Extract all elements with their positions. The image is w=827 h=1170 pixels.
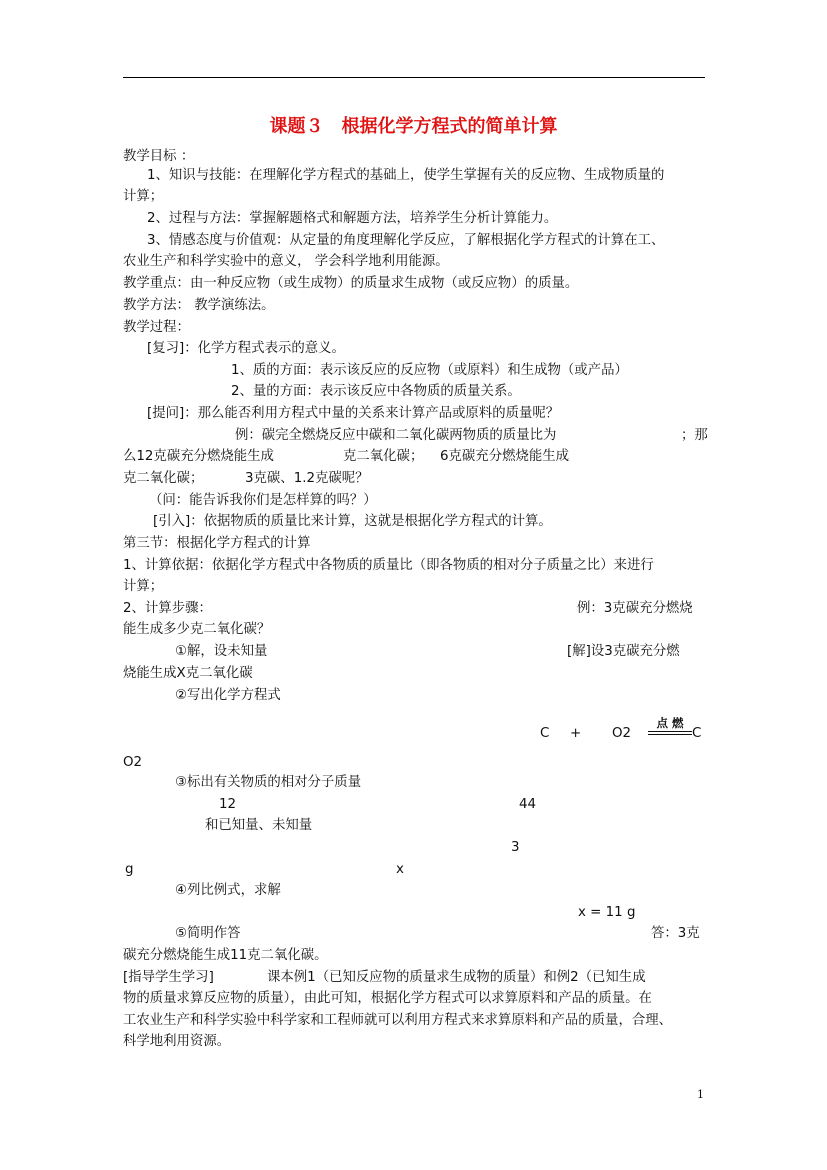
text-line: 1、知识与技能：在理解化学方程式的基础上，使学生掌握有关的反应物、生成物质量的 bbox=[147, 168, 665, 183]
text-line: 44 bbox=[519, 797, 537, 812]
equals-arrow bbox=[648, 731, 692, 735]
text-line: [复习]：化学方程式表示的意义。 bbox=[147, 341, 345, 356]
text-line: 3克碳、1.2克碳呢？ bbox=[245, 471, 369, 486]
text-line: 例：3克碳充分燃烧 bbox=[577, 601, 693, 616]
text-line: 么12克碳充分燃烧能生成 bbox=[123, 449, 274, 464]
header-rule bbox=[123, 77, 705, 78]
reaction-condition-arrow bbox=[648, 717, 692, 735]
equation-term: O2 bbox=[123, 755, 143, 770]
text-line: 例：碳完全燃烧反应中碳和二氧化碳两物质的质量比为 bbox=[235, 428, 557, 443]
equation-term: C bbox=[692, 726, 702, 741]
text-line: ④列比例式，求解 bbox=[175, 883, 281, 898]
text-line: 工农业生产和科学实验中科学家和工程师就可以利用方程式来求算原料和产品的质量，合理、 bbox=[123, 1013, 673, 1028]
text-line: 和已知量、未知量 bbox=[205, 818, 313, 833]
text-line: 能生成多少克二氧化碳？ bbox=[123, 622, 271, 637]
text-line: ；那 bbox=[681, 428, 708, 443]
text-line: [引入]：依据物质的质量比来计算，这就是根据化学方程式的计算。 bbox=[153, 514, 552, 529]
text-line: 1、质的方面：表示该反应的反应物（或原料）和生成物（或产品） bbox=[231, 363, 628, 378]
text-line: 碳充分燃烧能生成11克二氧化碳。 bbox=[123, 948, 328, 963]
text-line: g bbox=[125, 862, 134, 877]
text-line: 克二氧化碳； bbox=[123, 471, 204, 486]
text-line: 3 bbox=[511, 840, 520, 855]
text-line: ⑤简明作答 bbox=[175, 926, 241, 941]
text-line: [提问]：那么能否利用方程式中量的关系来计算产品或原料的质量呢？ bbox=[147, 406, 560, 421]
text-line: 3、情感态度与价值观：从定量的角度理解化学反应，了解根据化学方程式的计算在工、 bbox=[147, 233, 665, 248]
text-line: 课本例1（已知反应物的质量求生成物的质量）和例2（已知生成 bbox=[267, 970, 646, 985]
text-line: 农业生产和科学实验中的意义， 学会科学地利用能源。 bbox=[123, 254, 449, 269]
equation-term: O2 bbox=[612, 726, 632, 741]
text-line: 2、过程与方法：掌握解题格式和解题方法，培养学生分析计算能力。 bbox=[147, 211, 558, 226]
text-line: 教学方法： 教学演练法。 bbox=[123, 298, 275, 313]
text-line: （问：能告诉我你们是怎样算的吗？） bbox=[149, 493, 377, 508]
text-line: ③标出有关物质的相对分子质量 bbox=[175, 775, 362, 790]
text-line: 克二氧化碳； bbox=[343, 449, 424, 464]
document-title: 课题３ 根据化学方程式的简单计算 bbox=[269, 116, 558, 137]
text-line: 科学地利用资源。 bbox=[123, 1034, 231, 1049]
text-line: 2、计算步骤： bbox=[123, 601, 212, 616]
text-line: x = 11 g bbox=[578, 905, 636, 920]
text-line: 2、量的方面：表示该反应中各物质的质量关系。 bbox=[231, 384, 521, 399]
text-line: 教学目标 ： bbox=[123, 149, 195, 164]
text-line: [解]设3克碳充分燃 bbox=[567, 644, 680, 659]
text-line: 教学过程： bbox=[123, 320, 190, 335]
text-line: [指导学生学习] bbox=[123, 970, 214, 985]
text-line: ②写出化学方程式 bbox=[175, 688, 281, 703]
text-line: 12 bbox=[219, 797, 237, 812]
page-number: 1 bbox=[697, 1088, 704, 1101]
text-line: ①解，设未知量 bbox=[175, 644, 268, 659]
text-line: 计算； bbox=[123, 189, 164, 204]
text-line: 烧能生成X克二氧化碳 bbox=[123, 666, 253, 681]
text-line: 1、计算依据：依据化学方程式中各物质的质量比（即各物质的相对分子质量之比）来进行 bbox=[123, 558, 654, 573]
text-line: 物的质量求算反应物的质量），由此可知，根据化学方程式可以求算原料和产品的质量。在 bbox=[123, 991, 652, 1006]
text-line: 计算； bbox=[123, 579, 164, 594]
text-line: x bbox=[396, 862, 404, 877]
text-line: 教学重点：由一种反应物（或生成物）的质量求生成物（或反应物）的质量。 bbox=[123, 276, 579, 291]
reaction-condition-label: 点 燃 bbox=[656, 716, 684, 730]
text-line: 第三节：根据化学方程式的计算 bbox=[123, 536, 311, 551]
equation-term: C bbox=[540, 726, 550, 741]
text-line: 答：3克 bbox=[651, 926, 700, 941]
equation-term: + bbox=[570, 726, 582, 741]
text-line: 6克碳充分燃烧能生成 bbox=[440, 449, 570, 464]
